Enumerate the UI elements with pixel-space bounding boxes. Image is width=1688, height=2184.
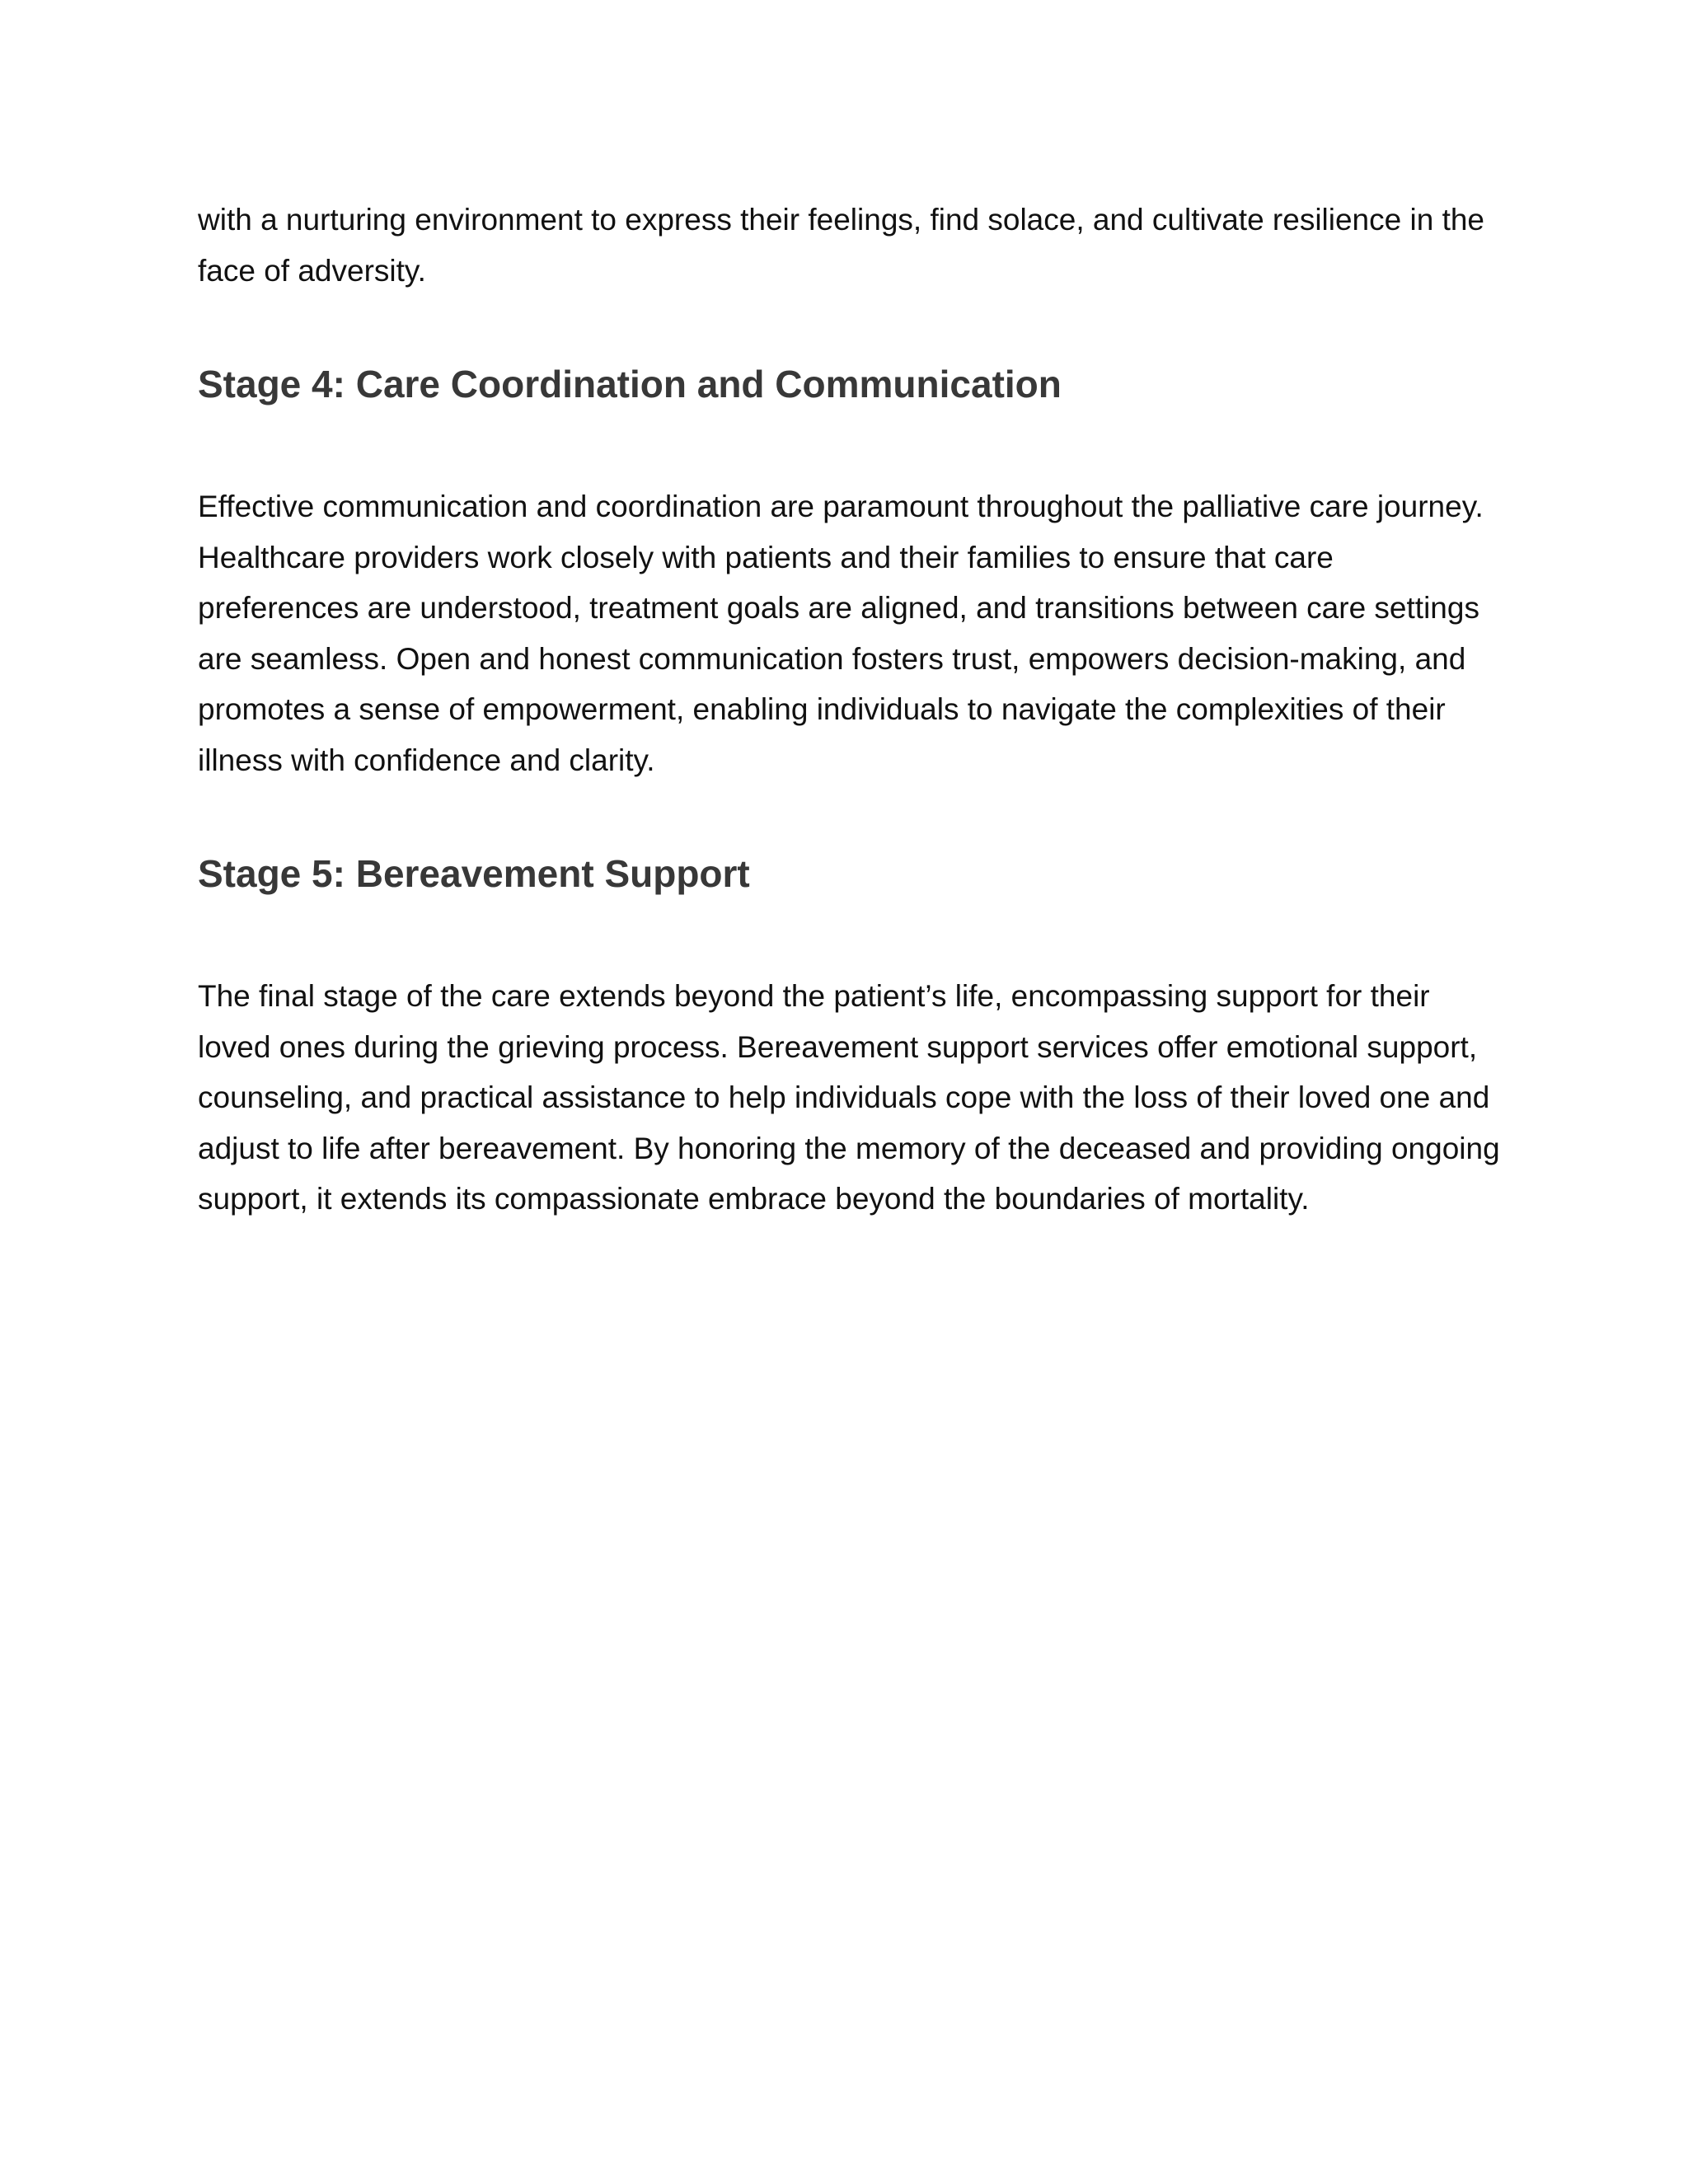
intro-paragraph: with a nurturing environment to express their feelings, find solace, and cultivate resilience in the face of adversity. xyxy=(198,203,1485,288)
section-heading-stage-5: Stage 5: Bereavement Support xyxy=(198,852,750,895)
section-body-stage-5: The final stage of the care extends beyond the patient’s life, encompassing support for their loved ones during the grieving process. Bereavement support services offer emotional support, counseling, and practical assistance to help individuals cope with the loss of their loved one and adjust to life after bereavement. By honoring the memory of the deceased and providing ongoing support, it extends its compassionate embrace beyond the boundaries of mortality. xyxy=(198,979,1500,1216)
document-content xyxy=(198,194,1500,1225)
section-body-stage-4: Effective communication and coordination are paramount throughout the palliative care journey. Healthcare providers work closely with patients and their families to ensure that care preferences are understood, treatment goals are aligned, and transitions between care settings are seamless. Open and honest communication fosters trust, empowers decision-making, and promotes a sense of empowerment, enabling individuals to navigate the complexities of their illness with confidence and clarity. xyxy=(198,490,1484,777)
section-heading-stage-4: Stage 4: Care Coordination and Communication xyxy=(198,363,1062,405)
